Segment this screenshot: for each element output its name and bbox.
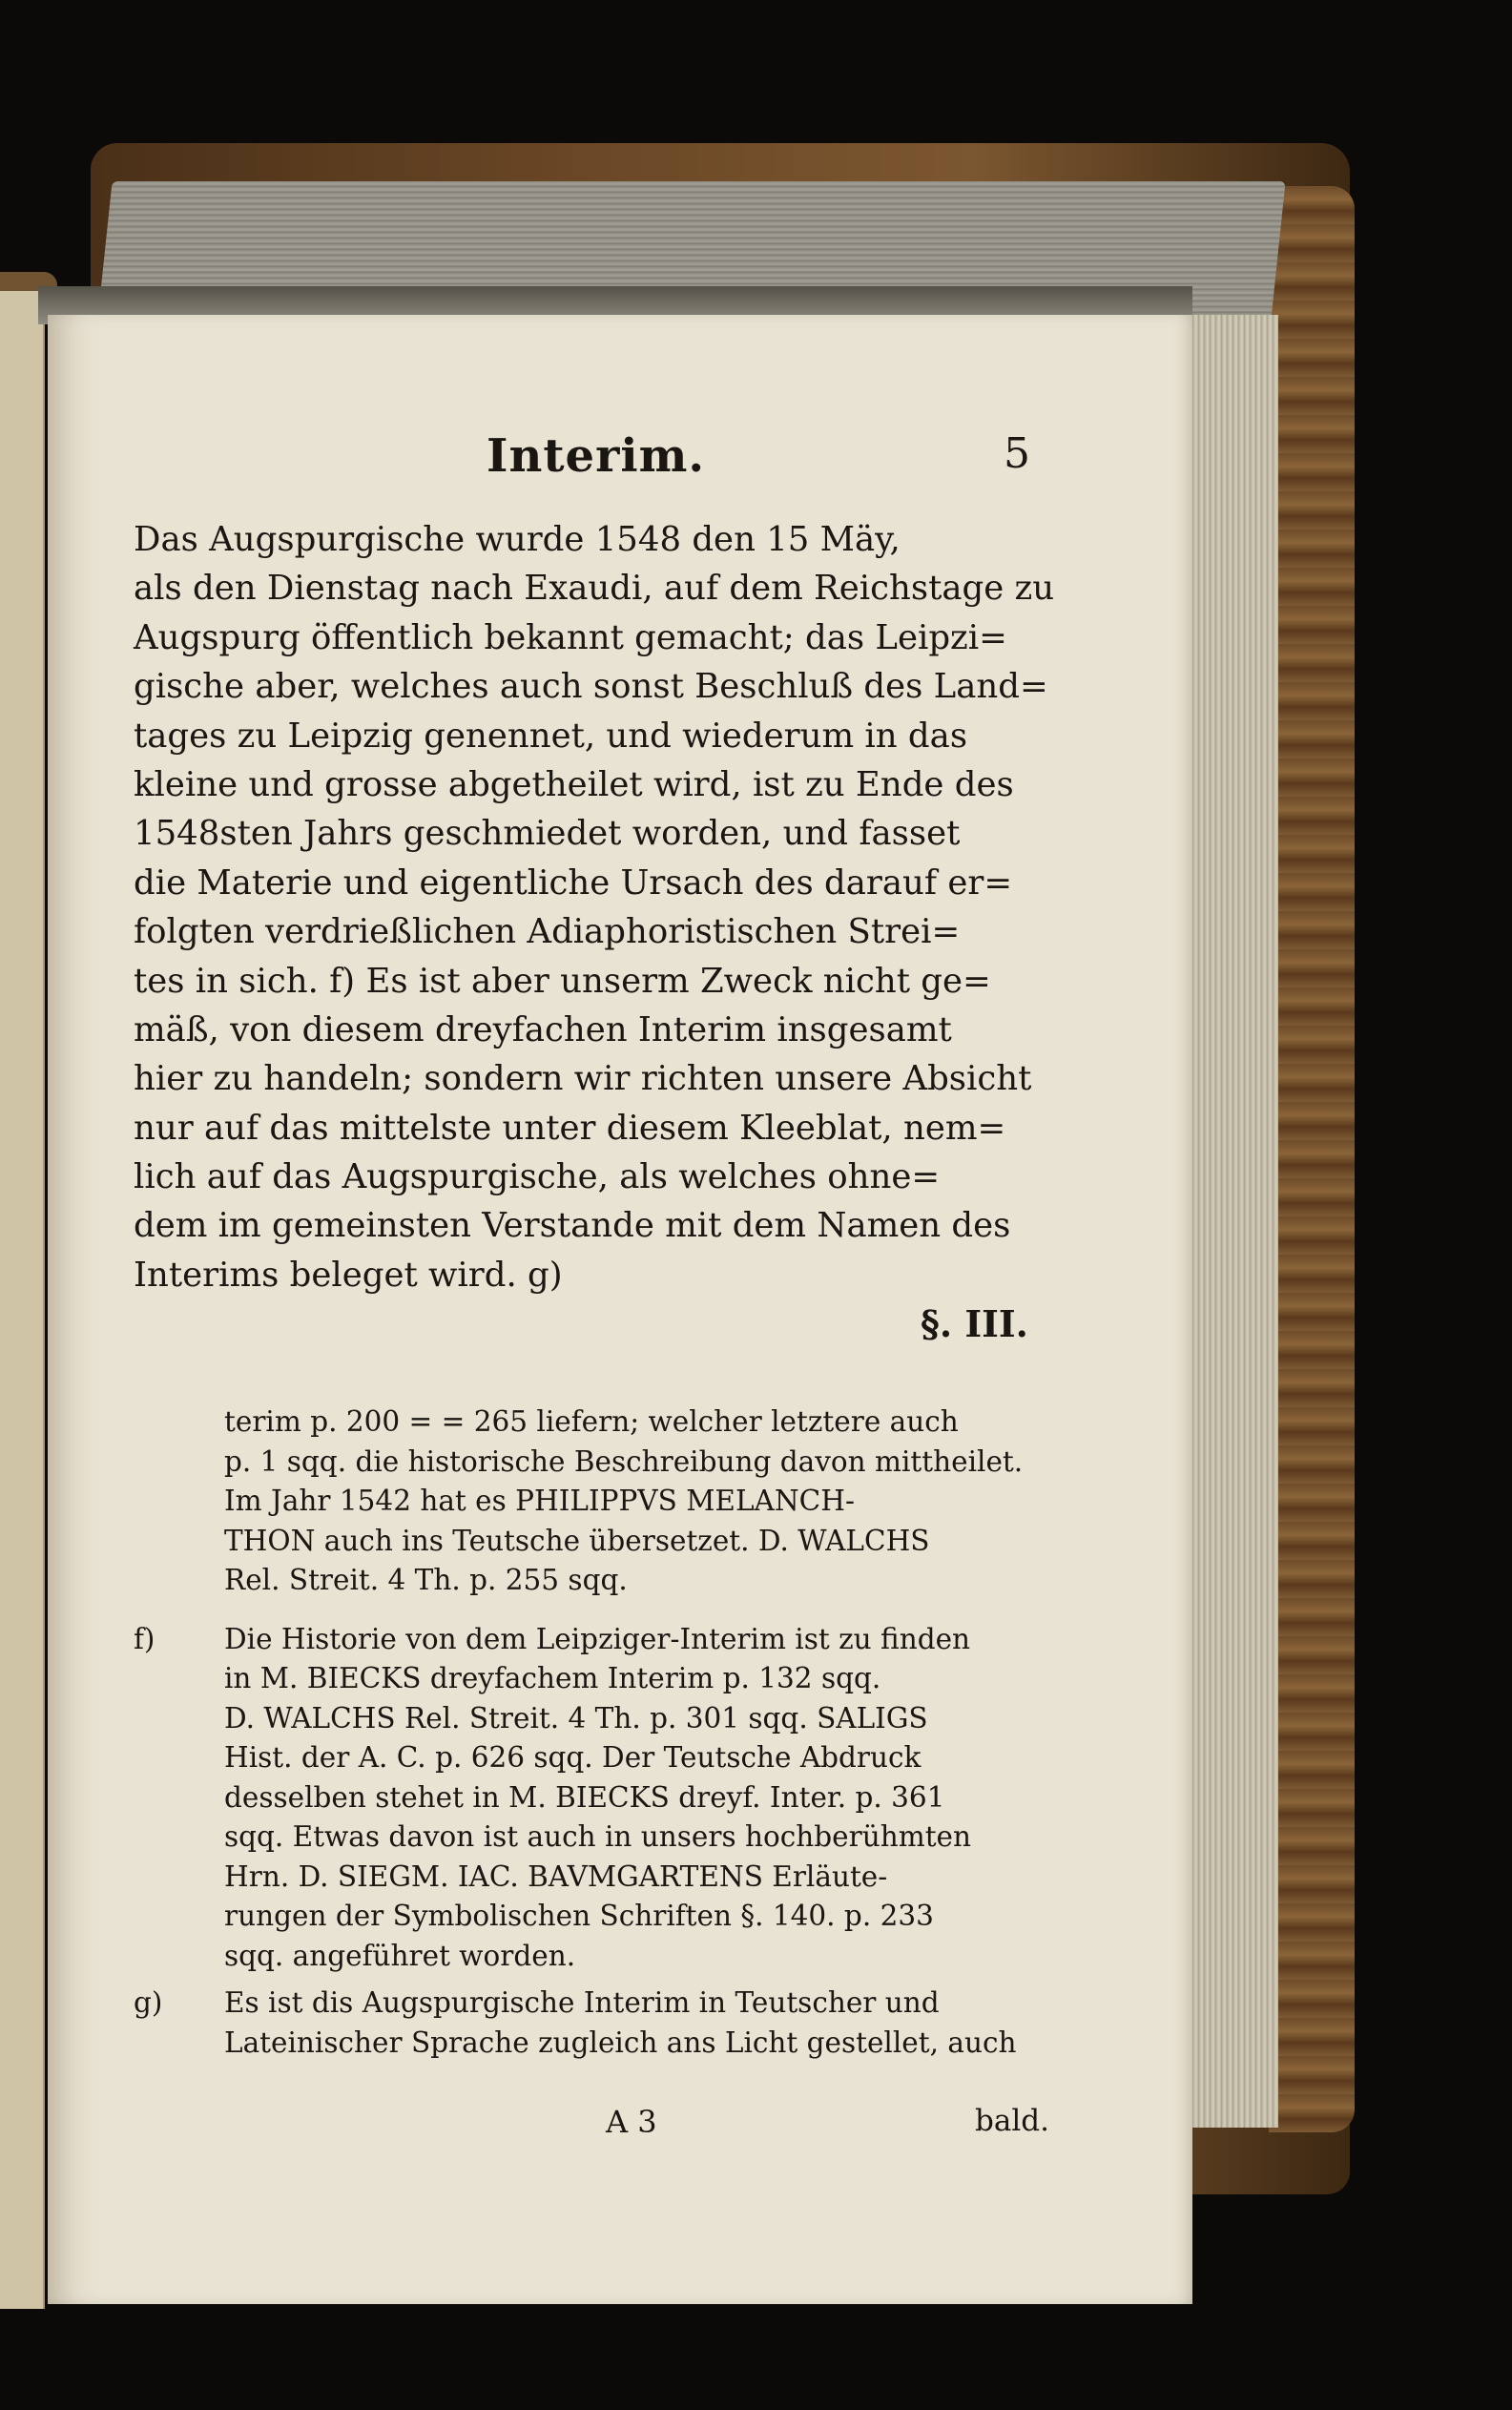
note-f-line: Die Historie von dem Leipziger-Interim ist zu finden bbox=[224, 1622, 971, 1655]
note-f-line: Hist. der A. C. p. 626 sqq. Der Teutsche Abdruck bbox=[224, 1741, 922, 1774]
section-mark: §. III. bbox=[921, 1302, 1028, 1345]
note-continuation-line: THON auch ins Teutsche übersetzet. D. WALCHS bbox=[224, 1524, 930, 1557]
page-footer bbox=[134, 2104, 1049, 2151]
note-continuation-line: Im Jahr 1542 hat es PHILIPPVS MELANCH- bbox=[224, 1485, 855, 1517]
running-title: Interim. bbox=[487, 429, 706, 483]
note-continuation-line: Rel. Streit. 4 Th. p. 255 sqq. bbox=[224, 1564, 628, 1596]
body-line: lich auf das Augspurgische, als welches ohne= bbox=[134, 1157, 941, 1197]
book-cover-edge bbox=[1269, 186, 1355, 2132]
page-number: 5 bbox=[1004, 429, 1030, 478]
note-continuation-line: p. 1 sqq. die historische Beschreibung davon mittheilet. bbox=[224, 1444, 1024, 1478]
note-f-line: rungen der Symbolischen Schriften §. 140. p. 233 bbox=[224, 1900, 934, 1932]
body-line: folgten verdrießlichen Adiaphoristischen Strei= bbox=[134, 912, 961, 952]
signature-mark: A 3 bbox=[606, 2104, 657, 2140]
note-f-label: f) bbox=[134, 1622, 155, 1655]
body-line: 1548sten Jahrs geschmiedet worden, und fasset bbox=[134, 814, 961, 854]
body-line: Augspurg öffentlich bekannt gemacht; das Leipzi= bbox=[134, 617, 1007, 657]
body-text bbox=[134, 515, 1055, 1299]
body-line: tages zu Leipzig genennet, und wiederum in das bbox=[134, 716, 968, 756]
catchword: bald. bbox=[975, 2104, 1049, 2138]
note-f-line: sqq. Etwas davon ist auch in unsers hochberühmten bbox=[224, 1820, 972, 1853]
body-line: Interims beleget wird. g) bbox=[134, 1255, 563, 1295]
note-g-label: g) bbox=[134, 1986, 163, 2019]
note-g-line: Es ist dis Augspurgische Interim in Teutscher und bbox=[224, 1986, 940, 2019]
body-line: kleine und grosse abgetheilet wird, ist zu Ende des bbox=[134, 764, 1014, 804]
body-line: gische aber, welches auch sonst Beschluß des Land= bbox=[134, 667, 1048, 707]
body-line: tes in sich. f) Es ist aber unserm Zweck nicht ge= bbox=[134, 961, 991, 1001]
body-line: dem im gemeinsten Verstande mit dem Namen des bbox=[134, 1206, 1011, 1246]
left-page-edge bbox=[0, 291, 45, 2309]
note-g-line: Lateinischer Sprache zugleich ans Licht gestellet, auch bbox=[224, 2026, 1017, 2059]
body-line: die Materie und eigentliche Ursach des darauf er= bbox=[134, 862, 1013, 903]
note-f-line: D. WALCHS Rel. Streit. 4 Th. p. 301 sqq. SALIGS bbox=[224, 1701, 928, 1735]
note-f-first-line bbox=[134, 1620, 1049, 1660]
note-f-line: Hrn. D. SIEGM. IAC. BAVMGARTENS Erläute- bbox=[224, 1859, 888, 1893]
body-line: als den Dienstag nach Exaudi, auf dem Reichstage zu bbox=[134, 569, 1055, 609]
page-header bbox=[134, 429, 1030, 487]
body-line: hier zu handeln; sondern wir richten unsere Absicht bbox=[134, 1059, 1032, 1099]
note-f-line: desselben stehet in M. BIECKS dreyf. Inter. p. 361 bbox=[224, 1780, 945, 1814]
note-f-line: in M. BIECKS dreyfachem Interim p. 132 sqq. bbox=[224, 1662, 881, 1694]
note-g-first-line bbox=[134, 1984, 1049, 2024]
body-line: nur auf das mittelste unter diesem Kleeblat, nem= bbox=[134, 1108, 1006, 1148]
body-line: mäß, von diesem dreyfachen Interim insgesamt bbox=[134, 1009, 952, 1049]
note-continuation-line: terim p. 200 = = 265 liefern; welcher letztere auch bbox=[224, 1405, 959, 1438]
footnotes bbox=[134, 1402, 1049, 2063]
note-f-line: sqq. angeführet worden. bbox=[224, 1939, 576, 1972]
page-block-fore-edge bbox=[1188, 315, 1278, 2128]
body-line: Das Augspurgische wurde 1548 den 15 Mäy, bbox=[134, 520, 901, 559]
